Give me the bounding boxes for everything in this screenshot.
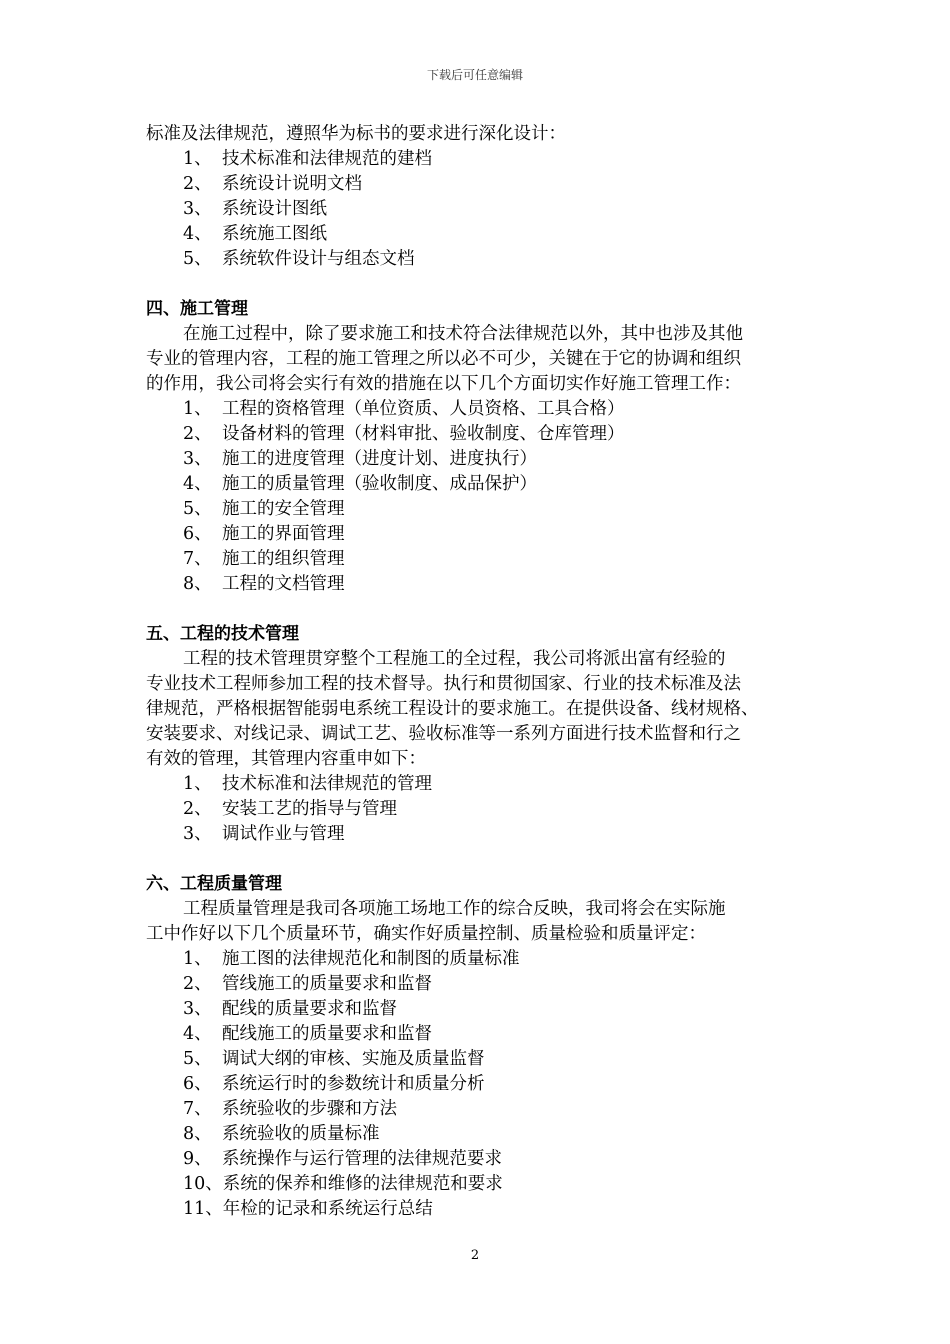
list-text: 系统软件设计与组态文档 [222,249,415,269]
list-text: 系统运行时的参数统计和质量分析 [222,1074,485,1094]
paragraph-line: 工程的技术管理贯穿整个工程施工的全过程，我公司将派出富有经验的 [183,649,726,669]
list-text: 系统设计说明文档 [222,174,362,194]
list-text: 配线的质量要求和监督 [222,999,397,1019]
paragraph-line: 专业技术工程师参加工程的技术督导。执行和贯彻国家、行业的技术标准及法 [146,674,741,694]
paragraph-line: 工中作好以下几个质量环节，确实作好质量控制、质量检验和质量评定： [146,924,706,944]
list-text: 系统施工图纸 [222,224,327,244]
paragraph-line: 工程质量管理是我司各项施工场地工作的综合反映，我司将会在实际施 [183,899,726,919]
list-text: 技术标准和法律规范的管理 [222,774,432,794]
list-text: 工程的文档管理 [222,574,345,594]
list-item [146,947,826,972]
list-number: 5、 [183,249,212,269]
list-number: 1、 [183,149,212,169]
list-text: 调试大纲的审核、实施及质量监督 [222,1049,485,1069]
list-item [146,422,826,447]
list-text: 系统验收的质量标准 [222,1124,380,1144]
list-item [146,197,826,222]
list-item [146,397,826,422]
list-item [146,1097,826,1122]
list-number: 2、 [183,424,212,444]
list-text: 施工的质量管理（验收制度、成品保护） [222,474,537,494]
list-item [146,972,826,997]
section-heading: 五、工程的技术管理 [146,624,299,644]
list-item [146,497,826,522]
list-text: 施工的安全管理 [222,499,345,519]
list-text: 安装工艺的指导与管理 [222,799,397,819]
list-number: 7、 [183,549,212,569]
list-number: 8、 [183,1124,212,1144]
list-item [146,822,826,847]
list-text: 系统设计图纸 [222,199,327,219]
paragraph-line: 专业的管理内容，工程的施工管理之所以必不可少，关键在于它的协调和组织 [146,349,741,369]
paragraph-line: 的作用，我公司将会实行有效的措施在以下几个方面切实作好施工管理工作： [146,374,741,394]
list-number: 1、 [183,399,212,419]
list-item [146,247,826,272]
list-number: 4、 [183,224,212,244]
list-text: 技术标准和法律规范的建档 [222,149,432,169]
paragraph-line: 有效的管理，其管理内容重申如下： [146,749,426,769]
paragraph-line: 安装要求、对线记录、调试工艺、验收标准等一系列方面进行技术监督和行之 [146,724,741,744]
list-text: 系统的保养和维修的法律规范和要求 [222,1174,503,1194]
list-text: 施工的界面管理 [222,524,345,544]
list-number: 2、 [183,174,212,194]
list-item [146,147,826,172]
list-number: 5、 [183,1049,212,1069]
paragraph-line: 律规范，严格根据智能弱电系统工程设计的要求施工。在提供设备、线材规格、 [146,699,759,719]
list-item [146,1122,826,1147]
list-item [146,997,826,1022]
list-text: 施工的进度管理（进度计划、进度执行） [222,449,537,469]
list-item [146,522,826,547]
list-item [146,1147,826,1172]
list-number: 10、 [183,1174,223,1194]
list-text: 设备材料的管理（材料审批、验收制度、仓库管理） [222,424,625,444]
list-item [146,222,826,247]
list-number: 5、 [183,499,212,519]
list-number: 3、 [183,199,212,219]
page-header: 下载后可任意编辑 [426,68,523,82]
list-text: 调试作业与管理 [222,824,345,844]
list-item [146,772,826,797]
list-number: 4、 [183,474,212,494]
list-text: 工程的资格管理（单位资质、人员资格、工具合格） [222,399,625,419]
list-item [146,1047,826,1072]
list-text: 配线施工的质量要求和监督 [222,1024,432,1044]
list-text: 管线施工的质量要求和监督 [222,974,432,994]
list-number: 7、 [183,1099,212,1119]
list-number: 1、 [183,774,212,794]
list-number: 8、 [183,574,212,594]
list-item [146,1197,826,1222]
list-item [146,572,826,597]
section-heading: 六、工程质量管理 [146,874,282,894]
list-item [146,472,826,497]
list-item [146,1022,826,1047]
paragraph-line: 在施工过程中，除了要求施工和技术符合法律规范以外，其中也涉及其他 [183,324,743,344]
list-number: 6、 [183,524,212,544]
list-text: 系统验收的步骤和方法 [222,1099,397,1119]
list-item [146,447,826,472]
section-heading: 四、施工管理 [146,299,248,319]
list-item [146,172,826,197]
list-number: 2、 [183,974,212,994]
list-item [146,797,826,822]
list-number: 11、 [183,1199,223,1219]
list-number: 3、 [183,999,212,1019]
list-text: 年检的记录和系统运行总结 [222,1199,433,1219]
list-number: 9、 [183,1149,212,1169]
list-text: 施工的组织管理 [222,549,345,569]
list-item [146,547,826,572]
list-item [146,1072,826,1097]
list-number: 4、 [183,1024,212,1044]
list-text: 施工图的法律规范化和制图的质量标准 [222,949,520,969]
list-number: 3、 [183,449,212,469]
list-text: 系统操作与运行管理的法律规范要求 [222,1149,502,1169]
list-number: 3、 [183,824,212,844]
list-number: 2、 [183,799,212,819]
document-body [146,122,826,1222]
list-number: 1、 [183,949,212,969]
list-item [146,1172,826,1197]
page-number: 2 [470,1248,480,1263]
intro-text: 标准及法律规范，遵照华为标书的要求进行深化设计： [146,124,566,144]
list-number: 6、 [183,1074,212,1094]
